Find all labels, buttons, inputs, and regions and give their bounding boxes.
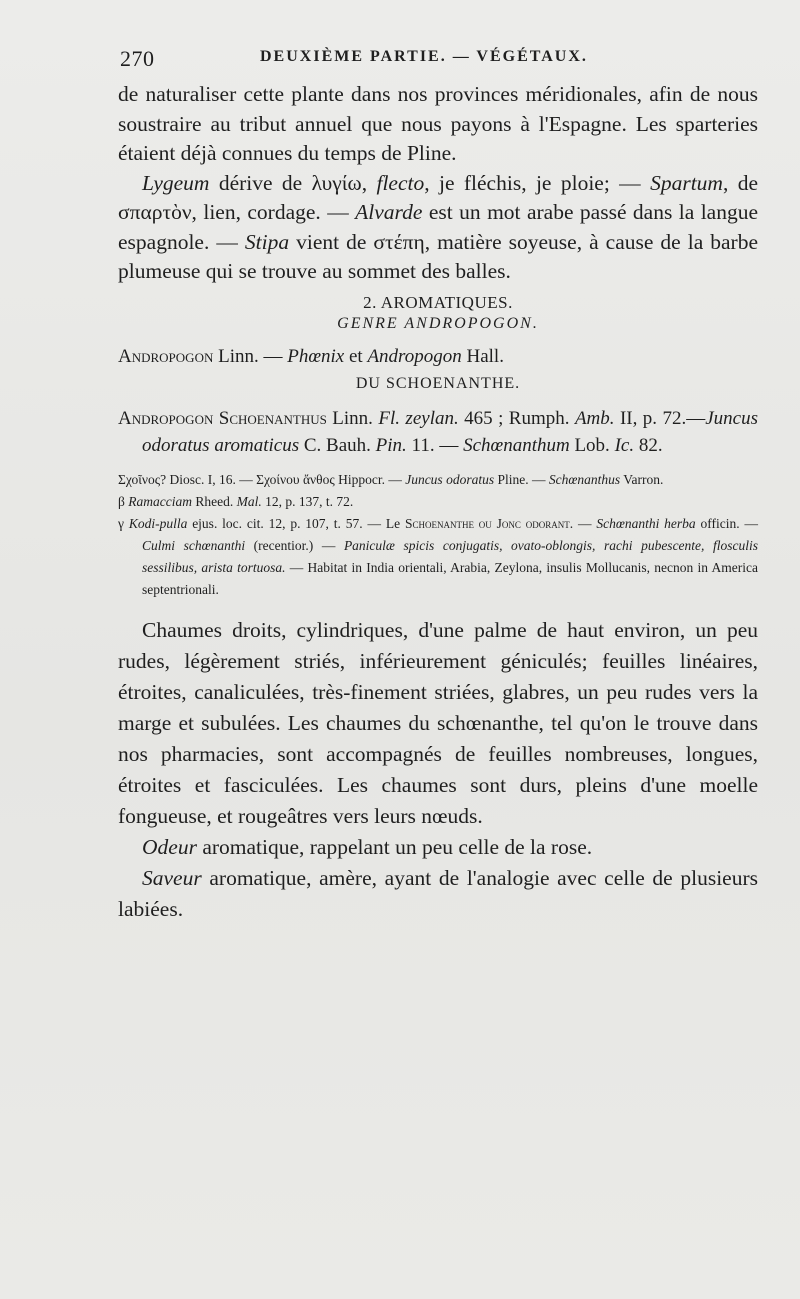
- etymology-paragraph: [118, 169, 758, 287]
- ref: Schœnanthum: [463, 434, 570, 456]
- term-flecto: flecto: [376, 170, 425, 195]
- term-lygeum: Lygeum: [142, 170, 210, 195]
- note-line: [118, 469, 758, 491]
- genus-synonyms: [118, 343, 758, 371]
- text: , je fléchis, je ploie; —: [424, 170, 651, 195]
- text: Linn. —: [213, 345, 288, 367]
- term-andropogon: Andropogon: [367, 345, 462, 367]
- text: dérive de λυγίω,: [209, 170, 377, 195]
- text: — Habitat in India orientali, Arabia, Zeylona, insulis Mollucanis, necnon in America septentrionali.: [142, 559, 759, 597]
- odeur-line: [118, 832, 758, 863]
- text: II, p. 72.—: [614, 407, 706, 429]
- term-alvarde: Alvarde: [355, 200, 423, 224]
- running-title: DEUXIÈME PARTIE. — VÉGÉTAUX.: [260, 48, 588, 65]
- intro-paragraph: de naturaliser cette plante dans nos provinces méridionales, afin de nous soustraire au tribut annuel que nous payons à l'Espagne. Les sparteries étaient déjà connues du temps de Pline.: [118, 82, 758, 165]
- text: β: [118, 493, 129, 509]
- text: aromatique, amère, ayant de l'analogie avec celle de plusieurs labiées.: [118, 865, 758, 921]
- ref: Juncus odoratus: [405, 471, 495, 487]
- note-line: [118, 513, 758, 601]
- text: Hall.: [461, 345, 504, 367]
- text: , de σπαρτὸν, lien, cordage. —: [118, 170, 759, 224]
- text: 465 ; Rumph.: [458, 407, 575, 429]
- text: . —: [569, 515, 597, 531]
- term-phoenix: Phœnix: [287, 345, 345, 367]
- term-stipa: Stipa: [244, 229, 290, 254]
- common-name: Schoenanthe ou Jonc odorant: [404, 515, 570, 531]
- genus-name: Andropogon: [118, 345, 214, 367]
- saveur-label: Saveur: [142, 865, 202, 890]
- description-paragraph: Chaumes droits, cylindriques, d'une palme de haut environ, un peu rudes, légèrement striés, inférieurement géniculés; feuilles linéaires, étroites, canaliculées, très-finement striées, glabres, un peu rudes vers la marge et subulées. Les chaumes du schœnanthe, tel qu'on le trouve dans nos pharmacies, sont accompagnés de feuilles nombreuses, longues, étroites et fasciculées. Les chaumes sont durs, pleins d'une moelle fongueuse, et rougeâtres vers leurs nœuds.: [118, 617, 758, 828]
- text: Σχοῖνος? Diosc. I, 16. — Σχοίνου ἄνθος Hippocr. —: [118, 471, 406, 487]
- text: 12, p. 137, t. 72.: [261, 493, 354, 509]
- running-head: [120, 46, 760, 76]
- section-heading: 2. AROMATIQUES.: [363, 292, 513, 312]
- saveur-line: [118, 863, 758, 925]
- ref: Fl. zeylan.: [378, 407, 459, 429]
- text: C. Bauh.: [299, 434, 376, 456]
- ref: Schœnanthi herba: [596, 515, 696, 531]
- synonymy-notes: [118, 469, 758, 601]
- text: Rheed.: [191, 493, 237, 509]
- text: Varron.: [620, 471, 664, 487]
- text: 82.: [634, 434, 663, 456]
- ref: Schœnanthus: [548, 471, 621, 487]
- text: officin. —: [695, 515, 759, 531]
- term-spartum: Spartum: [650, 170, 723, 195]
- page-number: 270: [120, 46, 155, 71]
- text: γ: [118, 515, 129, 531]
- ref: Ic.: [614, 434, 635, 456]
- ref: Mal.: [236, 493, 262, 509]
- text: 11. —: [406, 434, 464, 456]
- text: (recentior.) —: [245, 537, 344, 553]
- ref: Pin.: [375, 434, 407, 456]
- odeur-label: Odeur: [142, 834, 197, 859]
- text: et: [344, 345, 368, 367]
- text: aromatique, rappelant un peu celle de la rose.: [196, 834, 593, 859]
- text: est un mot arabe passé dans la langue espagnole. —: [118, 200, 758, 254]
- genre-heading: GENRE ANDROPOGON.: [337, 314, 539, 332]
- ref: Amb.: [574, 407, 615, 429]
- page-body: [118, 80, 758, 925]
- ref: Kodi-pulla: [128, 515, 188, 531]
- text: vient de στέπη, matière soyeuse, à cause de la barbe plumeuse qui se trouve au sommet des balles.: [118, 229, 758, 283]
- text: Linn.: [326, 407, 379, 429]
- latin-diagnosis: Paniculæ spicis conjugatis, ovato-oblongis, rachi pubescente, flosculis sessilibus, arista tortuosa.: [142, 537, 758, 575]
- text: Lob.: [569, 434, 615, 456]
- text: ejus. loc. cit. 12, p. 107, t. 57. — Le: [187, 515, 405, 531]
- text: Pline. —: [494, 471, 549, 487]
- ref: Juncus odoratus aromaticus: [142, 407, 759, 456]
- species-name: Andropogon Schoenanthus: [118, 407, 327, 429]
- ref: Ramacciam: [128, 493, 192, 509]
- note-line: [118, 491, 758, 513]
- species-synonymy: [118, 405, 758, 459]
- species-heading: DU SCHOENANTHE.: [355, 374, 521, 392]
- ref: Culmi schœnanthi: [142, 537, 246, 553]
